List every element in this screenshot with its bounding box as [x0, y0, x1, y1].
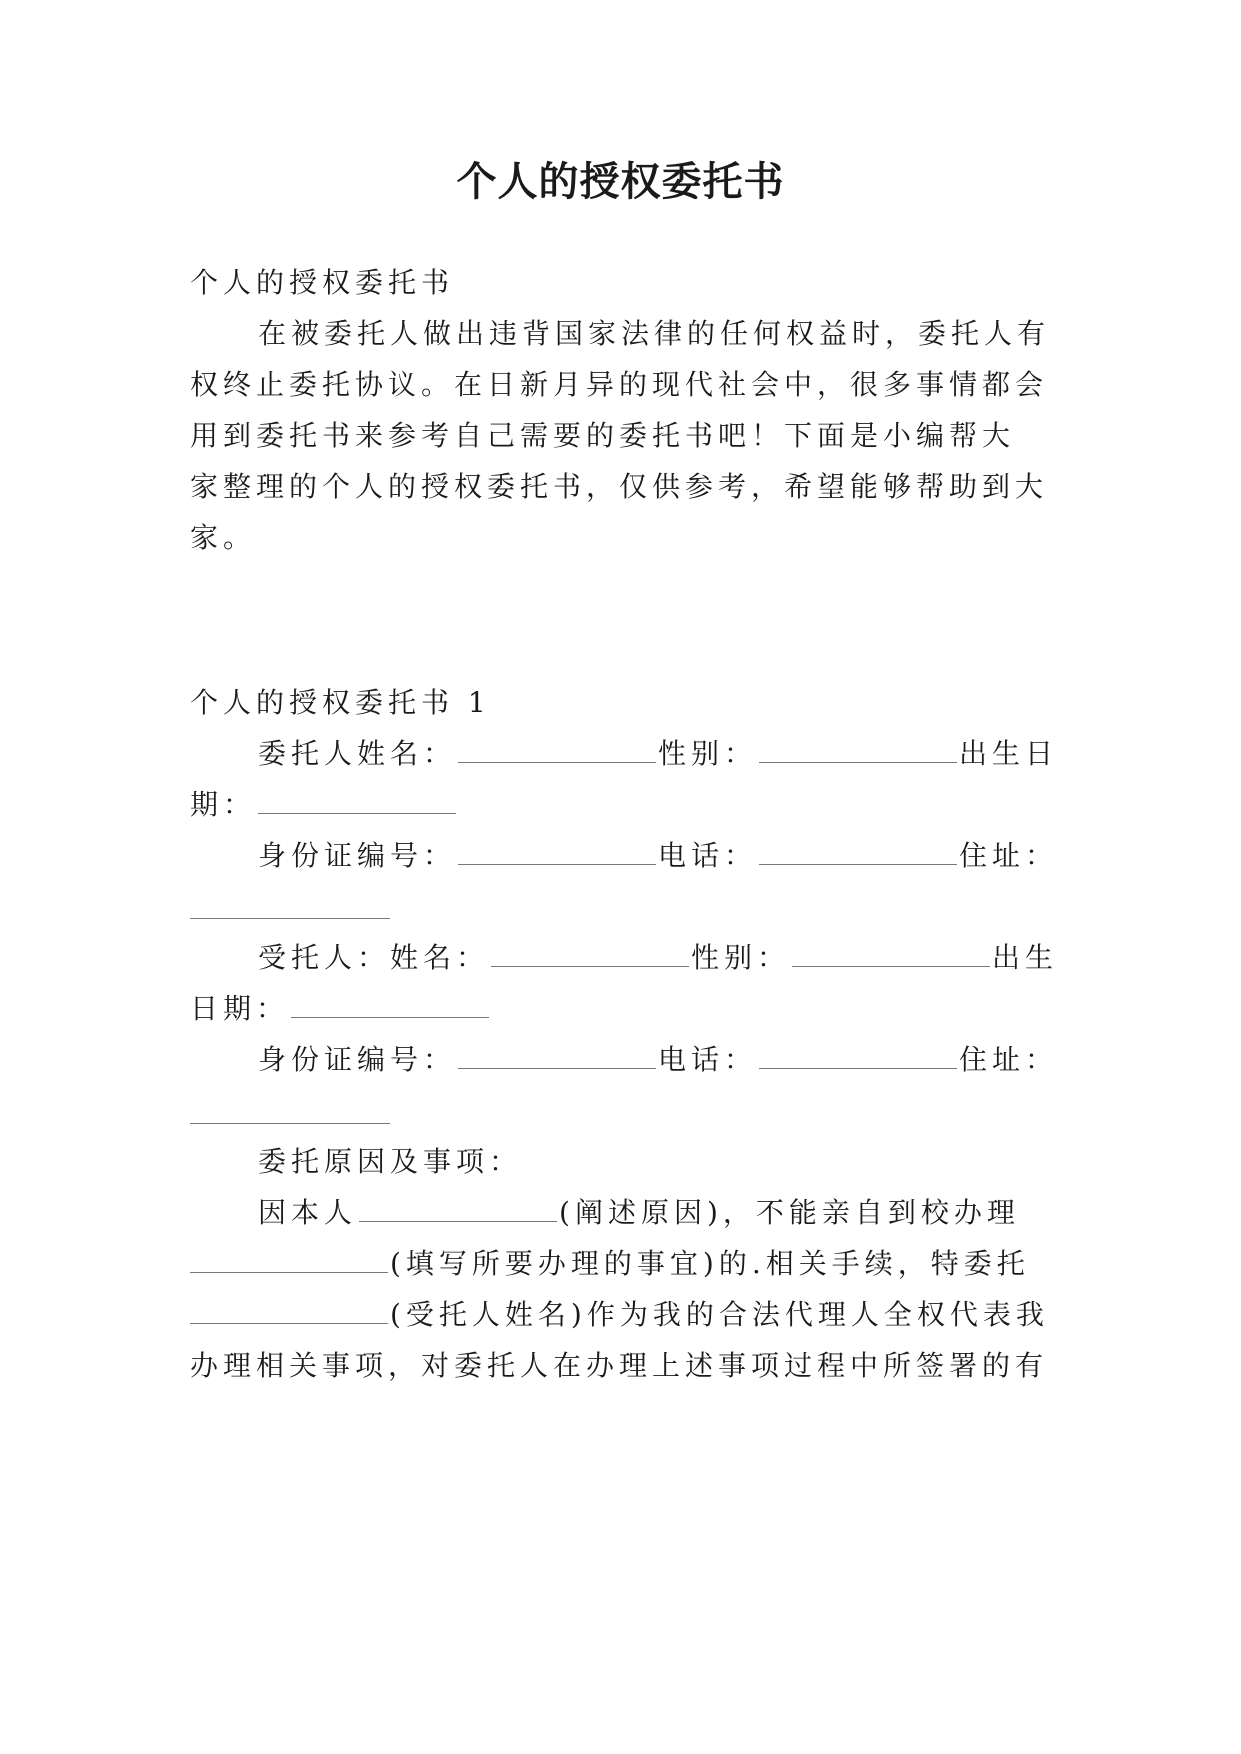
principal-phone-label: 电话：	[658, 839, 758, 872]
matters-line-3-b: (受托人姓名)作为我的合法代理人全权代表我	[390, 1298, 1049, 1331]
agent-gender-blank[interactable]	[792, 938, 990, 967]
principal-birth-blank[interactable]	[258, 785, 456, 814]
principal-gender-label: 性别：	[658, 737, 758, 770]
agent-birth-label-b: 日期：	[190, 992, 290, 1025]
intro-line-3: 用到委托书来参考自己需要的委托书吧！下面是小编帮大	[190, 419, 1016, 452]
principal-name-row	[258, 734, 1058, 774]
matters-line-2	[190, 1244, 1030, 1284]
matters-line-1	[258, 1193, 1020, 1233]
matters-line-1-a: 因本人	[258, 1196, 358, 1229]
agent-address-blank[interactable]	[190, 1123, 390, 1124]
principal-id-row	[258, 836, 1058, 876]
intro-heading: 个人的授权委托书	[190, 266, 455, 299]
intro-line-1: 在被委托人做出违背国家法律的任何权益时，委托人有	[258, 317, 1051, 350]
principal-address-label: 住址：	[959, 839, 1059, 872]
principal-id-label: 身份证编号：	[258, 839, 457, 872]
matters-line-1-b: (阐述原因)，不能亲自到校办理	[559, 1196, 1020, 1229]
agent-birth-row	[190, 989, 491, 1029]
principal-birth-label-a: 出生日	[959, 737, 1059, 770]
matters-line-3	[190, 1295, 1049, 1335]
principal-birth-label-b: 期：	[190, 788, 257, 821]
intro-line-5: 家。	[190, 521, 257, 554]
section-heading: 个人的授权委托书 1	[190, 686, 491, 719]
agent-phone-label: 电话：	[658, 1043, 758, 1076]
agent-address-label: 住址：	[959, 1043, 1059, 1076]
principal-gender-blank[interactable]	[759, 734, 957, 763]
principal-birth-row	[190, 785, 458, 825]
agent-name-row	[258, 938, 1058, 978]
agent-name-blank[interactable]	[491, 938, 689, 967]
principal-id-blank[interactable]	[458, 836, 656, 865]
agent-name-label: 受托人：姓名：	[258, 941, 490, 974]
intro-line-2: 权终止委托协议。在日新月异的现代社会中，很多事情都会	[190, 368, 1049, 401]
reason-blank[interactable]	[359, 1193, 557, 1222]
agent-birth-label-a: 出生	[992, 941, 1059, 974]
agent-phone-blank[interactable]	[759, 1040, 957, 1069]
agent-name-fill-blank[interactable]	[190, 1295, 388, 1324]
agent-id-blank[interactable]	[458, 1040, 656, 1069]
agent-gender-label: 性别：	[691, 941, 791, 974]
document-title: 个人的授权委托书	[456, 158, 785, 205]
agent-id-row	[258, 1040, 1058, 1080]
agent-id-label: 身份证编号：	[258, 1043, 457, 1076]
principal-address-blank[interactable]	[190, 918, 390, 919]
principal-name-label: 委托人姓名：	[258, 737, 457, 770]
principal-name-blank[interactable]	[458, 734, 656, 763]
agent-birth-blank[interactable]	[291, 989, 489, 1018]
matters-line-4: 办理相关事项，对委托人在办理上述事项过程中所签署的有	[190, 1349, 1049, 1382]
matters-line-2-b: (填写所要办理的事宜)的.相关手续，特委托	[390, 1247, 1030, 1280]
intro-line-4: 家整理的个人的授权委托书，仅供参考，希望能够帮助到大	[190, 470, 1049, 503]
matters-heading: 委托原因及事项：	[258, 1145, 523, 1178]
principal-phone-blank[interactable]	[759, 836, 957, 865]
affairs-blank[interactable]	[190, 1244, 388, 1273]
